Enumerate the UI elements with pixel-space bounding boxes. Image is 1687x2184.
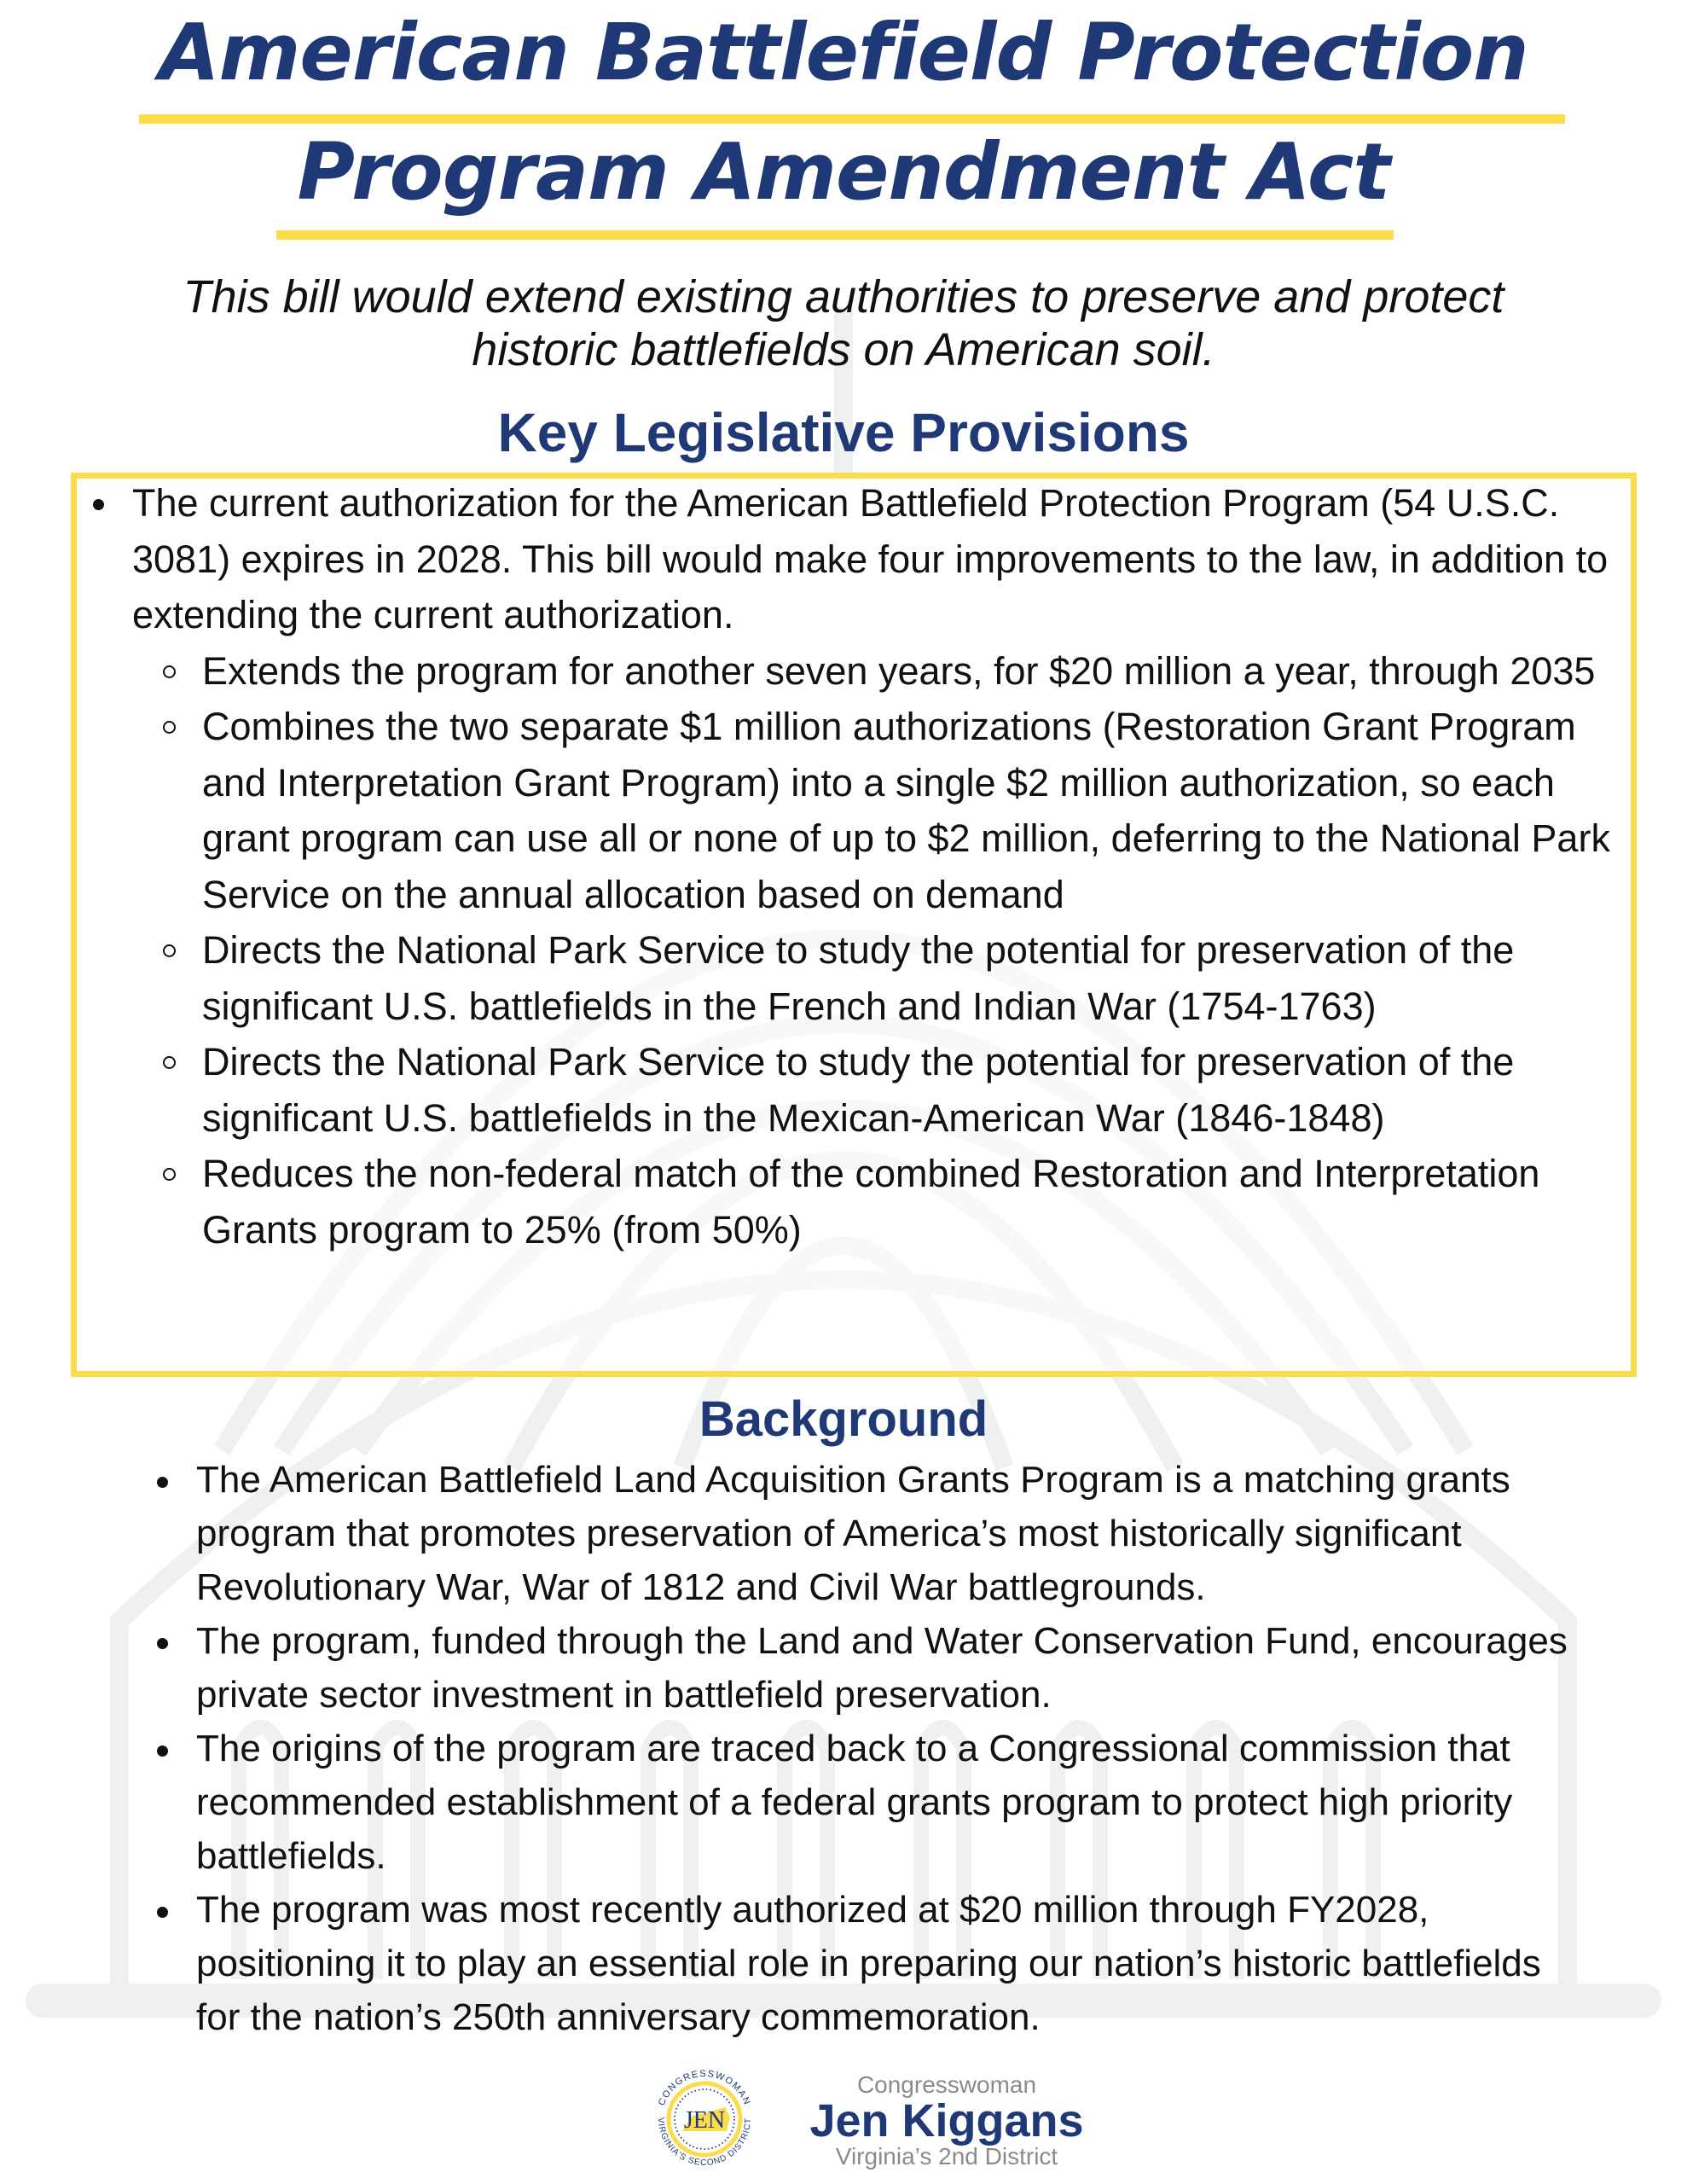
footer-district: Virginia’s 2nd District bbox=[835, 2143, 1058, 2169]
background-heading: Background bbox=[699, 1391, 988, 1447]
subtitle-line-1: This bill would extend existing authorities to preserve and protect bbox=[183, 271, 1504, 322]
provisions-intro-item bbox=[132, 475, 1625, 1258]
seal-initials: JEN bbox=[683, 2107, 726, 2134]
footer-congresswoman-label: Congresswoman bbox=[856, 2071, 1037, 2098]
provisions-list bbox=[132, 475, 1625, 1258]
provisions-sublist bbox=[132, 643, 1625, 1258]
background-item: The program, funded through the Land and Water Conservation Fund, encourages private sector investment in battlefield preservation. bbox=[196, 1614, 1578, 1722]
page-subtitle bbox=[85, 270, 1602, 376]
seal-top-text: CONGRESSWOMAN bbox=[656, 2068, 753, 2107]
provision-item: Combines the two separate $1 million authorizations (Restoration Grant Program and Interpretation Grant Program) into a single $2 million authorization, so each grant program can use all or none of up to $2 million, deferring to the National Park Service on the annual allocation based on demand bbox=[202, 699, 1625, 922]
provision-item: Extends the program for another seven years, for $20 million a year, through 2035 bbox=[202, 643, 1625, 700]
provision-item: Directs the National Park Service to study the potential for preservation of the significant U.S. battlefields in the French and Indian War (1754-1763) bbox=[202, 922, 1625, 1034]
background-item: The program was most recently authorized at $20 million through FY2028, positioning it to play an essential role in preparing our nation’s historic battlefields for the nation’s 250th anniversary commemoration. bbox=[196, 1883, 1578, 2044]
background-item: The American Battlefield Land Acquisition Grants Program is a matching grants program that promotes preservation of America’s most historically significant Revolutionary War, War of 1812 and Civil War battlegrounds. bbox=[196, 1453, 1578, 1614]
page-title-line-2: Program Amendment Act bbox=[297, 126, 1390, 218]
background-item: The origins of the program are traced back to a Congressional commission that recommended establishment of a federal grants program to protect high priority battlefields. bbox=[196, 1722, 1578, 1883]
provision-item: Directs the National Park Service to study the potential for preservation of the significant U.S. battlefields in the Mexican-American War (1846-1848) bbox=[202, 1034, 1625, 1146]
title-underline bbox=[276, 230, 1394, 240]
seal-bottom-text: VIRGINIA'S SECOND DISTRICT bbox=[655, 2117, 754, 2169]
subtitle-line-2: historic battlefields on American soil. bbox=[472, 324, 1215, 375]
provision-item: Reduces the non-federal match of the combined Restoration and Interpretation Grants program to 25% (from 50%) bbox=[202, 1146, 1625, 1258]
footer-name: Jen Kiggans bbox=[809, 2095, 1084, 2146]
background-list bbox=[196, 1453, 1578, 2044]
congresswoman-seal-logo bbox=[648, 2063, 761, 2175]
key-provisions-heading: Key Legislative Provisions bbox=[497, 402, 1190, 463]
provisions-intro-text: The current authorization for the American Battlefield Protection Program (54 U.S.C. 3081) expires in 2028. This bill would make four improvements to the law, in addition to extending the current authorization. bbox=[132, 481, 1609, 636]
page-title-line-1: American Battlefield Protection bbox=[159, 7, 1528, 98]
title-underline bbox=[139, 114, 1565, 124]
